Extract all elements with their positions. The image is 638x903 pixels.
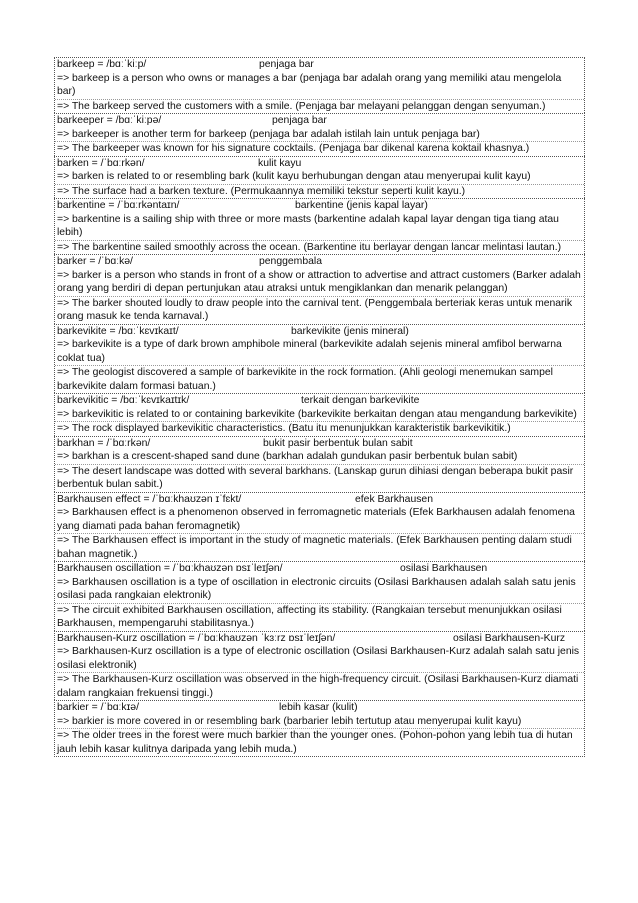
glossary-page	[54, 57, 585, 757]
example-sentence: => The Barkhausen-Kurz oscillation was observed in the high-frequency circuit. (Osilasi Barkhausen-Kurz diamati dalam rangkaian frekuensi tinggi.)	[55, 672, 584, 700]
entry-barkier	[54, 700, 585, 757]
entry-barkhausen-oscillation	[54, 561, 585, 631]
example-sentence: => The barkeeper was known for his signature cocktails. (Penjaga bar dikenal karena koktail khasnya.)	[55, 141, 584, 156]
translation: osilasi Barkhausen-Kurz	[453, 632, 566, 644]
entry-barken	[54, 156, 585, 199]
translation: barkevikite (jenis mineral)	[291, 325, 409, 337]
definition: => barkier is more covered in or resembling bark (barbarier lebih tertutup atau menyerupai kulit kayu)	[57, 715, 522, 727]
example-sentence: => The barker shouted loudly to draw people into the carnival tent. (Penggembala berteriak keras untuk menarik orang masuk ke tenda karnaval.)	[55, 296, 584, 324]
entry-barkeeper	[54, 113, 585, 156]
translation: bukit pasir berbentuk bulan sabit	[263, 437, 413, 449]
entry-barkhausen-kurz-oscillation	[54, 631, 585, 701]
translation: terkait dengan barkevikite	[301, 395, 420, 406]
headword: Barkhausen-Kurz oscillation = /ˈbɑːkhaʊzən ˈkɜːrz ɒsɪˈleɪʃən/	[57, 632, 336, 644]
entry-barkeep	[54, 57, 585, 113]
entry-headline	[55, 114, 584, 128]
example-sentence: => The surface had a barken texture. (Permukaannya memiliki tekstur seperti kulit kayu.)	[55, 184, 584, 199]
entry-headline	[55, 437, 584, 451]
definition: => Barkhausen-Kurz oscillation is a type of electronic oscillation (Osilasi Barkhausen-Kurz adalah salah satu jenis osilasi elektronik)	[57, 646, 580, 671]
entry-barkentine	[54, 198, 585, 254]
entry-headline	[55, 58, 584, 72]
definition: => Barkhausen oscillation is a type of oscillation in electronic circuits (Osilasi Barkhausen adalah salah satu jenis osilasi pada rangkaian elektronik)	[57, 576, 576, 601]
translation: barkentine (jenis kapal layar)	[295, 200, 428, 211]
example-sentence: => The rock displayed barkevikitic characteristics. (Batu itu menunjukkan karakteristik barkevikitik.)	[55, 421, 584, 436]
headword: barken = /ˈbɑːrkən/	[57, 157, 145, 169]
headword: barkentine = /ˈbɑːrkəntaɪn/	[57, 200, 180, 211]
entry-headline	[55, 632, 584, 646]
entry-headline	[55, 701, 584, 715]
headword: barkevikitic = /bɑːˈkɛvɪkaɪtɪk/	[57, 395, 190, 406]
definition: => barker is a person who stands in front of a show or attraction to advertise and attract customers (Barker adalah orang yang berdiri di depan pertunjukan atau atraksi untuk mengiklankan dan menarik pelanggan)	[57, 269, 581, 294]
definition: => barkeeper is another term for barkeep (penjaga bar adalah istilah lain untuk penjaga bar)	[57, 128, 480, 140]
definition: => barkevikite is a type of dark brown amphibole mineral (barkevikite adalah sejenis mineral amfibol berwarna coklat tua)	[57, 339, 562, 364]
example-sentence: => The geologist discovered a sample of barkevikite in the rock formation. (Ahli geologi menemukan sampel barkevikite dalam formasi batuan.)	[55, 365, 584, 393]
example-sentence: => The circuit exhibited Barkhausen oscillation, affecting its stability. (Rangkaian tersebut menunjukkan osilasi Barkhausen, mempengaruhi stabilitasnya.)	[55, 603, 584, 631]
entry-headline	[55, 325, 584, 339]
headword: barkeep = /bɑːˈkiːp/	[57, 59, 147, 70]
entry-headline	[55, 157, 584, 171]
translation: penjaga bar	[272, 115, 327, 126]
definition: => Barkhausen effect is a phenomenon observed in ferromagnetic materials (Efek Barkhausen adalah fenomena yang diamati pada bahan feromagnetik)	[57, 507, 575, 532]
example-sentence: => The barkentine sailed smoothly across the ocean. (Barkentine itu berlayar dengan lancar melintasi lautan.)	[55, 240, 584, 255]
example-sentence: => The desert landscape was dotted with several barkhans. (Lanskap gurun dihiasi dengan beberapa bukit pasir berbentuk bulan sabit.)	[55, 464, 584, 492]
definition: => barkevikitic is related to or containing barkevikite (barkevikite berkaitan dengan atau mengandung barkevikite)	[57, 408, 577, 420]
entry-barker	[54, 254, 585, 324]
headword: barkhan = /ˈbɑːrkən/	[57, 437, 151, 449]
definition: => barkhan is a crescent-shaped sand dune (barkhan adalah gundukan pasir berbentuk bulan sabit)	[57, 451, 518, 462]
headword: barkevikite = /bɑːˈkɛvɪkaɪt/	[57, 325, 179, 337]
entry-barkhan	[54, 436, 585, 492]
headword: Barkhausen oscillation = /ˈbɑːkhaʊzən ɒsɪˈleɪʃən/	[57, 563, 283, 574]
headword: Barkhausen effect = /ˈbɑːkhaʊzən ɪˈfɛkt/	[57, 493, 242, 505]
entry-barkevikitic	[54, 393, 585, 436]
headword: barkeeper = /bɑːˈkiːpə/	[57, 115, 162, 126]
entry-barkhausen-effect	[54, 492, 585, 562]
headword: barker = /ˈbɑːkə/	[57, 256, 133, 267]
translation: kulit kayu	[258, 157, 302, 169]
translation: penjaga bar	[259, 59, 314, 70]
definition: => barkentine is a sailing ship with three or more masts (barkentine adalah kapal layar dengan tiga tiang atau lebih)	[57, 213, 559, 238]
definition: => barkeep is a person who owns or manages a bar (penjaga bar adalah orang yang memiliki atau mengelola bar)	[57, 72, 562, 97]
entry-headline	[55, 394, 584, 408]
entry-headline	[55, 562, 584, 576]
entry-headline	[55, 255, 584, 269]
translation: osilasi Barkhausen	[400, 563, 488, 574]
translation: lebih kasar (kulit)	[279, 702, 358, 713]
example-sentence: => The barkeep served the customers with a smile. (Penjaga bar melayani pelanggan dengan senyuman.)	[55, 99, 584, 114]
translation: efek Barkhausen	[355, 493, 433, 505]
example-sentence: => The Barkhausen effect is important in the study of magnetic materials. (Efek Barkhausen penting dalam studi bahan magnetik.)	[55, 533, 584, 561]
translation: penggembala	[259, 256, 322, 267]
headword: barkier = /ˈbɑːkɪə/	[57, 702, 139, 713]
entry-headline	[55, 493, 584, 507]
example-sentence: => The older trees in the forest were much barkier than the younger ones. (Pohon-pohon yang lebih tua di hutan jauh lebih kasar kulitnya daripada yang lebih muda.)	[55, 728, 584, 756]
definition: => barken is related to or resembling bark (kulit kayu berhubungan dengan atau menyerupai kulit kayu)	[57, 171, 531, 182]
entry-barkevikite	[54, 324, 585, 394]
entry-headline	[55, 199, 584, 213]
